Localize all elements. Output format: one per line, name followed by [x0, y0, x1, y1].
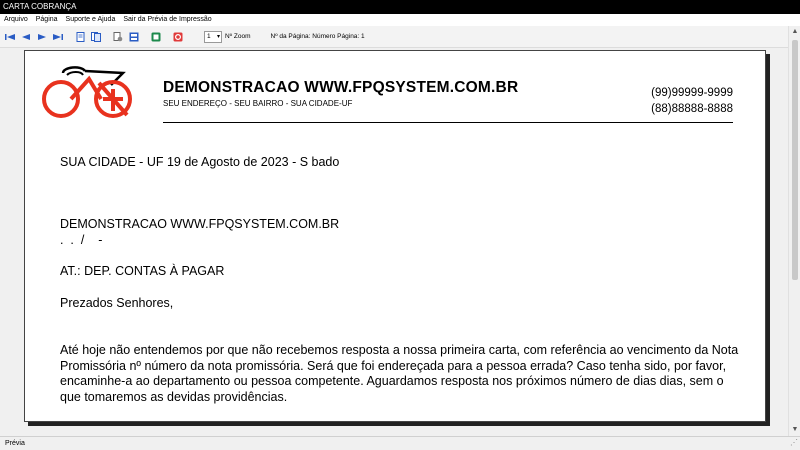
preview-viewport[interactable] — [0, 48, 788, 436]
scroll-thumb[interactable] — [792, 40, 798, 280]
close-preview-button[interactable] — [172, 31, 184, 43]
menu-pagina[interactable]: Página — [35, 16, 58, 23]
attention-line: AT.: DEP. CONTAS À PAGAR — [60, 264, 225, 278]
company-phone-1: (99)99999-9999 — [651, 87, 733, 99]
two-pages-icon — [91, 32, 101, 42]
print-button[interactable] — [128, 31, 140, 43]
header-divider — [163, 122, 733, 123]
menu-arquivo[interactable]: Arquivo — [4, 16, 28, 23]
export-icon — [151, 32, 161, 42]
scroll-down-icon[interactable]: ▼ — [791, 426, 799, 433]
date-line: SUA CIDADE - UF 19 de Agosto de 2023 - S bado — [60, 155, 340, 169]
menu-bar — [0, 14, 800, 26]
menu-suporte[interactable]: Suporte e Ajuda — [65, 16, 116, 23]
last-page-icon — [53, 33, 63, 41]
first-page-button[interactable] — [4, 31, 16, 43]
toolbar — [0, 26, 800, 48]
zoom-value: 1 — [207, 32, 211, 40]
next-page-button[interactable] — [36, 31, 48, 43]
last-page-button[interactable] — [52, 31, 64, 43]
page-setup-icon — [113, 32, 123, 42]
zoom-label: Nº Zoom — [225, 33, 251, 40]
vertical-scrollbar[interactable] — [788, 26, 800, 436]
first-page-icon — [5, 33, 15, 41]
letter-body: Até hoje não entendemos por que não recebemos resposta a nossa primeira carta, com referência ao vencimento da Nota Promissória nº número da nota promissória. Será que foi endereçada para a pessoa errada? Caso tenha sido, por favor, encaminhe-a ao departamento ou pessoa competente. Aguardamos resposta nos próximos número de dias dias, sem o que tomaremos as devidas providências. — [60, 343, 739, 404]
next-page-icon — [37, 33, 47, 41]
company-logo — [41, 59, 137, 123]
page-setup-button[interactable] — [112, 31, 124, 43]
resize-grip-icon[interactable]: ⋰ — [790, 438, 798, 447]
page-number-label: Nº da Página: Número Página: 1 — [270, 33, 365, 40]
previous-page-button[interactable] — [20, 31, 32, 43]
close-icon — [173, 32, 183, 42]
recipient-document: . . / - — [60, 233, 103, 247]
previous-page-icon — [21, 33, 31, 41]
single-page-icon — [76, 32, 85, 42]
letter-page — [24, 50, 766, 422]
menu-sair[interactable]: Sair da Prévia de Impressão — [123, 16, 212, 23]
export-button[interactable] — [150, 31, 162, 43]
recipient-name: DEMONSTRACAO WWW.FPQSYSTEM.COM.BR — [60, 217, 340, 231]
greeting-line: Prezados Senhores, — [60, 296, 174, 310]
status-bar — [0, 436, 800, 450]
single-page-button[interactable] — [74, 31, 86, 43]
status-text: Prévia — [5, 440, 25, 447]
zoom-select[interactable] — [204, 31, 222, 43]
company-phone-2: (88)88888-8888 — [651, 103, 733, 115]
company-address: SEU ENDEREÇO - SEU BAIRRO - SUA CIDADE-UF — [163, 99, 353, 108]
window-title: CARTA COBRANÇA — [3, 2, 77, 11]
printer-icon — [129, 32, 139, 42]
company-name: DEMONSTRACAO WWW.FPQSYSTEM.COM.BR — [163, 79, 519, 96]
two-pages-button[interactable] — [90, 31, 102, 43]
window-title-bar — [0, 0, 800, 14]
scroll-up-icon[interactable]: ▲ — [791, 28, 799, 35]
